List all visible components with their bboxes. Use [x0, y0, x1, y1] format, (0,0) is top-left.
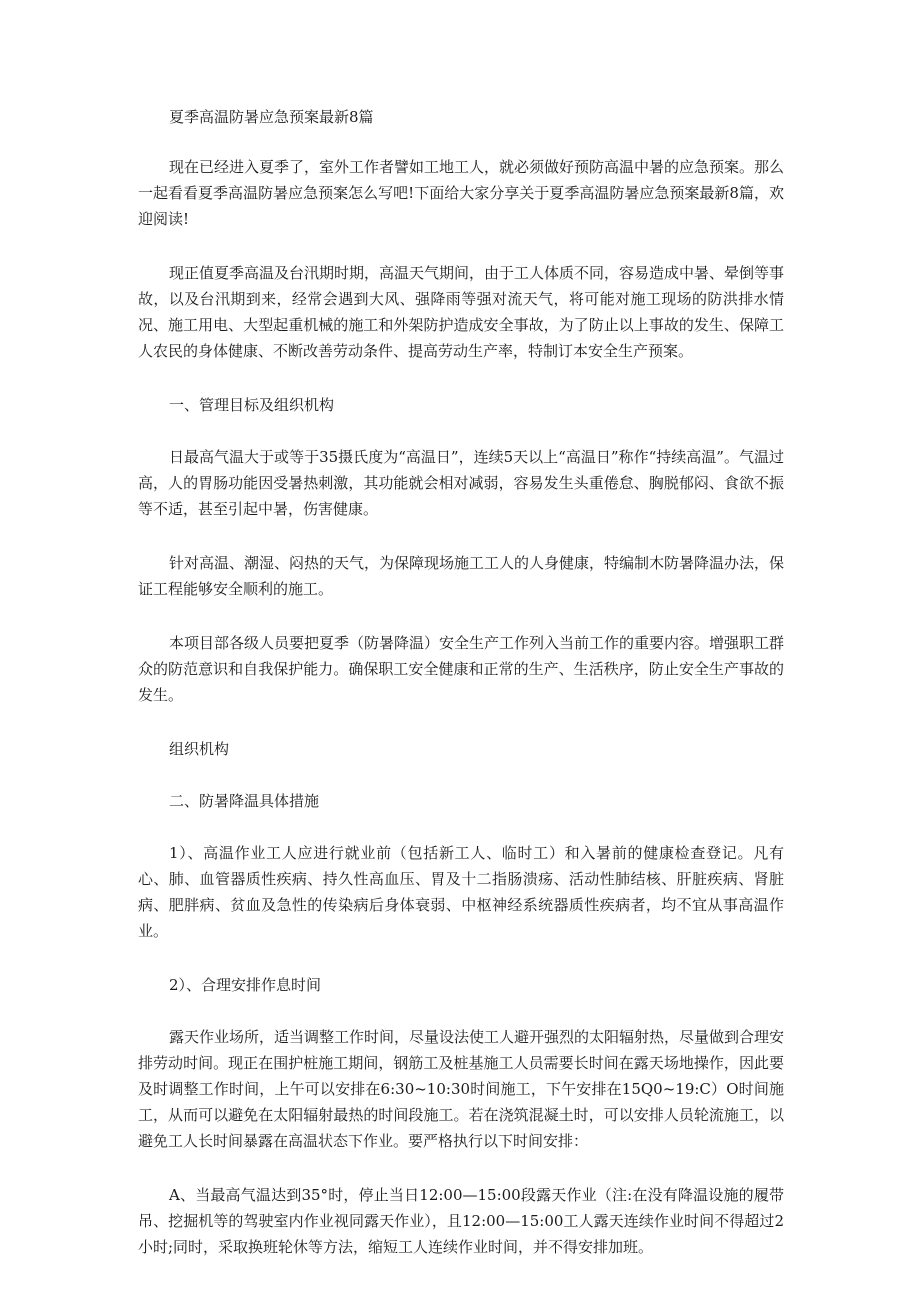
health-check-paragraph: 1）、高温作业工人应进行就业前（包括新工人、临时工）和入暑前的健康检查登记。凡有心、肺、血管器质性疾病、持久性高血压、胃及十二指肠溃疡、活动性肺结核、肝脏疾病、肾脏病、肥胖病、贫血及急性的传染病后身体衰弱、中枢神经系统器质性疾病者，均不宜从事高温作业。 [138, 844, 784, 940]
measures-purpose-paragraph: 针对高温、潮湿、闷热的天气，为保障现场施工工人的人身健康，特编制木防暑降温办法，保证工程能够安全顺利的施工。 [138, 554, 785, 598]
section-heading-2: 二、防暑降温具体措施 [169, 792, 320, 810]
high-temperature-rule-paragraph: A、当最高气温达到35°时，停止当日12:00—15:00段露天作业（注:在没有降温设施的履带吊、挖掘机等的驾驶室内作业视同露天作业），且12:00—15:00工人露天连续作业时间不得超过2小时;同时，采取换班轮休等方法，缩短工人连续作业时间，并不得安排加班。 [138, 1186, 784, 1256]
section-heading-1: 一、管理目标及组织机构 [169, 396, 335, 414]
document-title: 夏季高温防暑应急预案最新8篇 [169, 108, 374, 126]
document-page [138, 104, 784, 1288]
organization-heading: 组织机构 [169, 740, 230, 758]
temperature-definition-paragraph: 日最高气温大于或等于35摄氏度为“高温日”，连续5天以上“高温日”称作“持续高温”。气温过高，人的胃肠功能因受暑热刺激，其功能就会相对减弱，容易发生头重倦怠、胸脱郁闷、食欲不振等不适，甚至引起中暑，伤害健康。 [138, 448, 784, 518]
schedule-paragraph: 露天作业场所，适当调整工作时间，尽量设法使工人避开强烈的太阳辐射热，尽量做到合理安排劳动时间。现正在围护桩施工期间，钢筋工及桩基施工人员需要长时间在露天场地操作，因此要及时调整工作时间，上午可以安排在6:30~10:30时间施工，下午安排在15Q0~19:C）O时间施工，从而可以避免在太阳辐射最热的时间段施工。若在浇筑混凝土时，可以安排人员轮流施工，以避免工人长时间暴露在高温状态下作业。要严格执行以下时间安排： [138, 1028, 785, 1150]
schedule-heading: 2）、合理安排作息时间 [169, 976, 322, 994]
background-paragraph: 现正值夏季高温及台汛期时期，高温天气期间，由于工人体质不同，容易造成中暑、晕倒等事故，以及台汛期到来，经常会遇到大风、强降雨等强对流天气，将可能对施工现场的防洪排水情况、施工用电、大型起重机械的施工和外架防护造成安全事故，为了防止以上事故的发生、保障工人农民的身体健康、不断改善劳动条件、提高劳动生产率，特制订本安全生产预案。 [138, 264, 785, 360]
staff-responsibility-paragraph: 本项目部各级人员要把夏季（防暑降温）安全生产工作列入当前工作的重要内容。增强职工群众的防范意识和自我保护能力。确保职工安全健康和正常的生产、生活秩序，防止安全生产事故的发生。 [138, 634, 785, 704]
intro-paragraph: 现在已经进入夏季了，室外工作者譬如工地工人，就必须做好预防高温中暑的应急预案。那么一起看看夏季高温防暑应急预案怎么写吧!下面给大家分享关于夏季高温防暑应急预案最新8篇，欢迎阅读! [138, 158, 785, 228]
